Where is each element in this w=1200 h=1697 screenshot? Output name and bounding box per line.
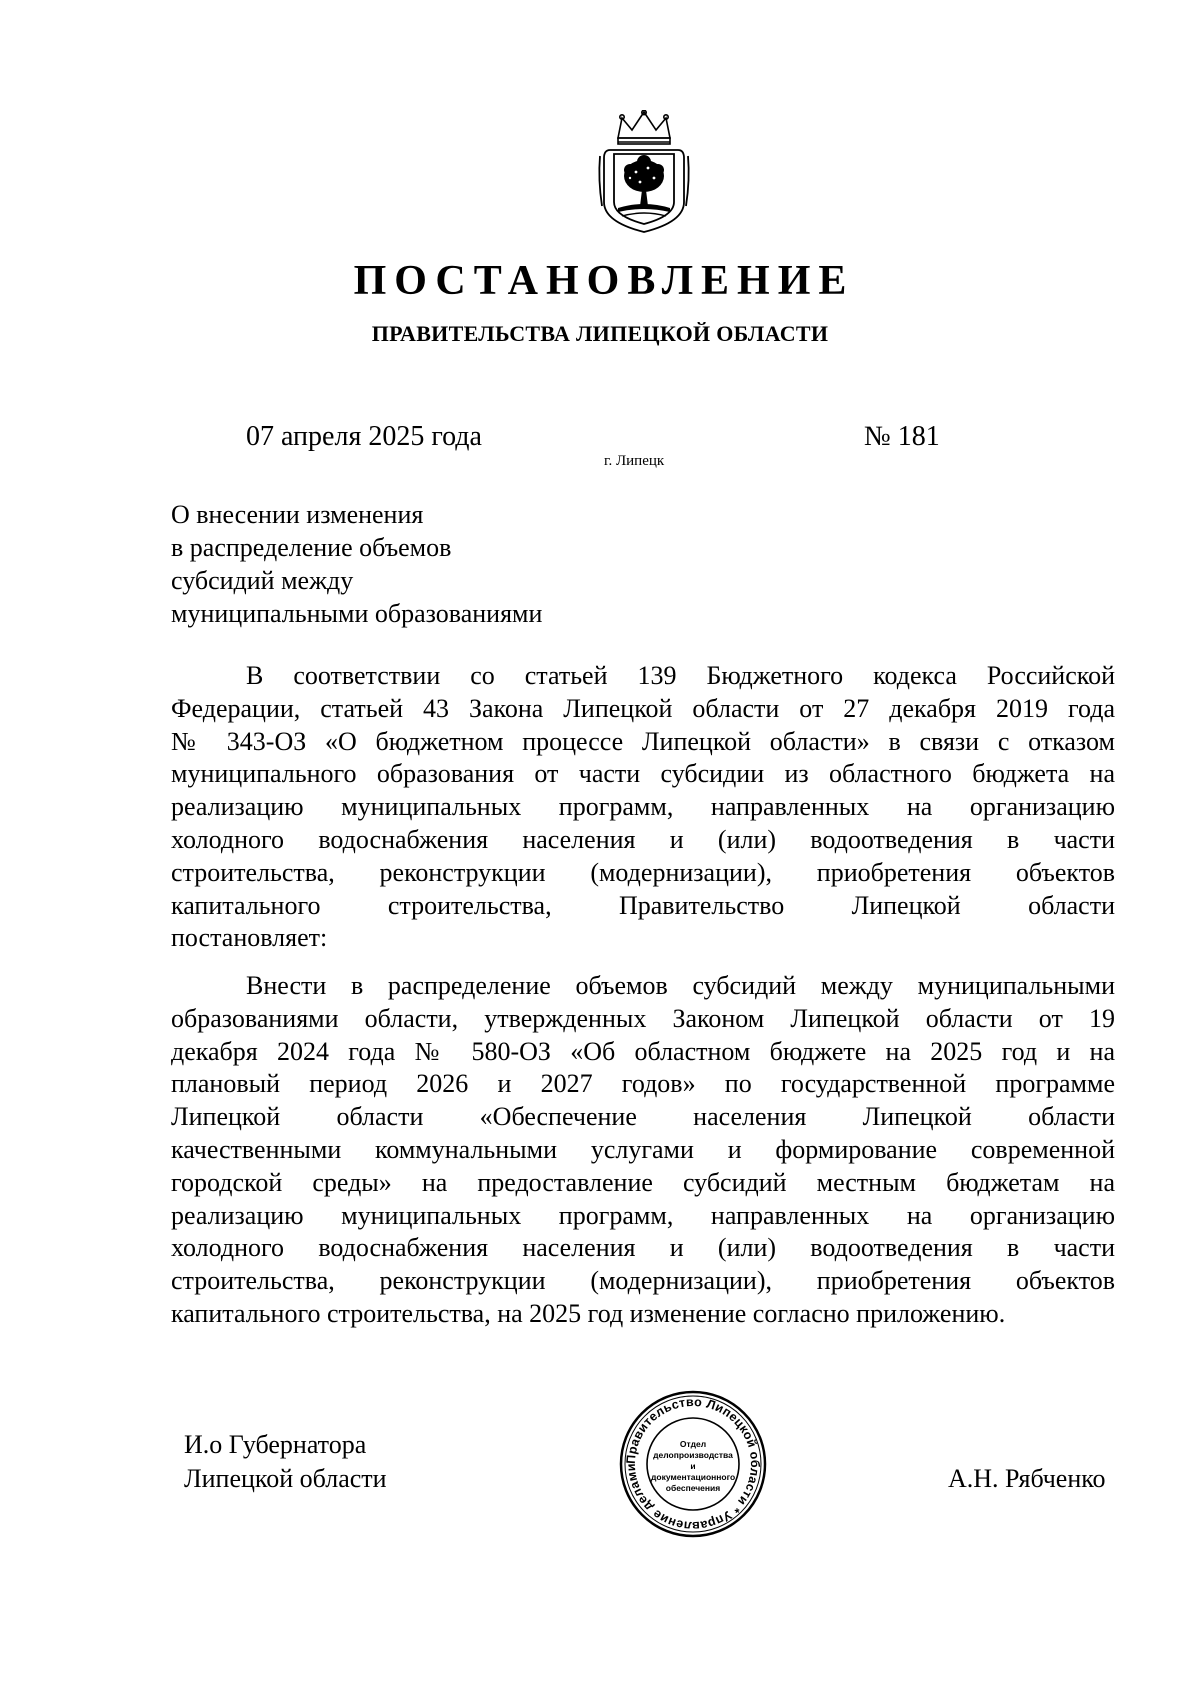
body-line: Липецкой области «Обеспечение населения Липецкой области	[171, 1102, 1115, 1132]
signatory-position	[184, 1428, 387, 1496]
document-city: г. Липецк	[604, 453, 665, 469]
signatory-name: А.Н. Рябченко	[948, 1464, 1106, 1493]
subject-line: О внесении изменения	[171, 500, 424, 529]
body-line: Федерации, статьей 43 Закона Липецкой области от 27 декабря 2019 года	[171, 693, 1115, 723]
body-line: городской среды» на предоставление субсидий местным бюджетам на	[171, 1167, 1115, 1197]
body-line: капитального строительства, на 2025 год изменение согласно приложению.	[171, 1298, 1006, 1328]
issuer-subtitle: ПРАВИТЕЛЬСТВА ЛИПЕЦКОЙ ОБЛАСТИ	[371, 321, 829, 346]
round-seal-stamp-icon	[618, 1389, 768, 1539]
document-type-title: ПОСТАНОВЛЕНИЕ	[353, 258, 855, 304]
document-subject	[171, 498, 691, 630]
signatory-position-line: И.о Губернатора	[184, 1430, 367, 1459]
body-paragraph-2	[171, 970, 1115, 1331]
subject-line: в распределение объемов	[171, 533, 452, 562]
body-line: муниципального образования от части субсидии из областного бюджета на	[171, 759, 1115, 789]
body-line: плановый период 2026 и 2027 годов» по государственной программе	[171, 1069, 1115, 1099]
body-line: строительства, реконструкции (модернизации), приобретения объектов	[171, 857, 1115, 887]
stamp-inner-text: Отдел делопроизводства и документационного обеспечения	[651, 1439, 735, 1493]
body-line: качественными коммунальными услугами и формирование современной	[171, 1134, 1115, 1164]
body-line: строительства, реконструкции (модернизации), приобретения объектов	[171, 1266, 1115, 1296]
body-line: реализацию муниципальных программ, направленных на организацию	[171, 792, 1115, 822]
body-line: реализацию муниципальных программ, направленных на организацию	[171, 1200, 1115, 1230]
body-line: образованиями области, утвержденных Законом Липецкой области от 19	[171, 1003, 1115, 1033]
body-line: декабря 2024 года № 580-ОЗ «Об областном бюджете на 2025 год и на	[171, 1036, 1115, 1066]
subject-line: муниципальными образованиями	[171, 599, 543, 628]
body-line: холодного водоснабжения населения и (или) водоотведения в части	[171, 824, 1115, 854]
body-line: капитального строительства, Правительство Липецкой области	[171, 890, 1115, 920]
body-line: № 343-ОЗ «О бюджетном процессе Липецкой области» в связи с отказом	[171, 726, 1115, 756]
body-line: Внести в распределение объемов субсидий между муниципальными	[246, 971, 1115, 1000]
body-line: постановляет:	[171, 923, 328, 953]
stamp-outer-text: Правительство Липецкой области * Управление делами	[623, 1394, 763, 1534]
body-line: В соответствии со статьей 139 Бюджетного кодекса Российской	[246, 661, 1115, 690]
signatory-position-line: Липецкой области	[184, 1464, 387, 1493]
document-number: № 181	[864, 421, 940, 452]
body-line: холодного водоснабжения населения и (или) водоотведения в части	[171, 1233, 1115, 1263]
subject-line: субсидий между	[171, 566, 354, 595]
coat-of-arms-icon	[596, 110, 692, 238]
body-paragraph-1	[171, 660, 1115, 955]
document-date: 07 апреля 2025 года	[246, 421, 482, 452]
